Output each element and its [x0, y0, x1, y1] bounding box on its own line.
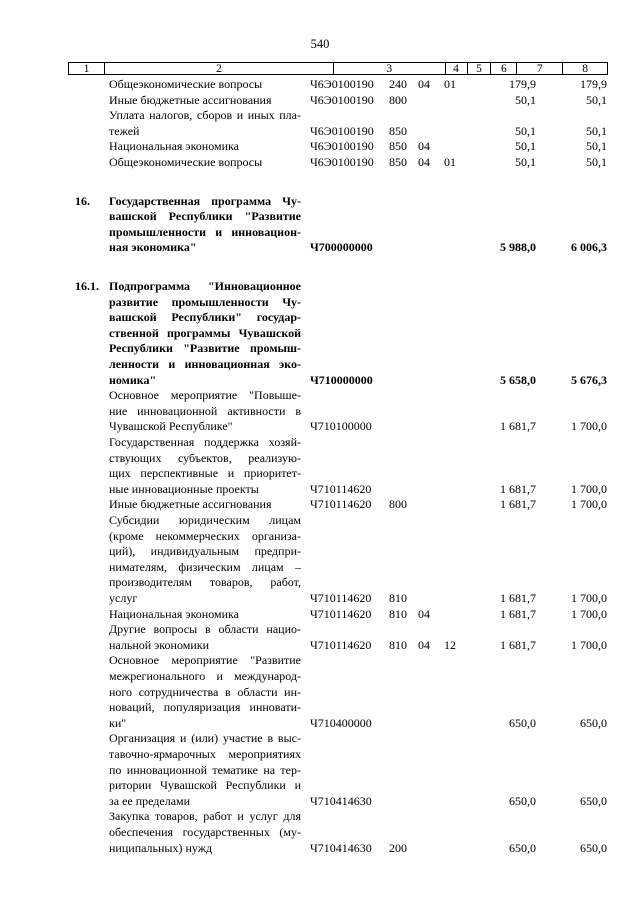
row-name-line: нальной экономики — [109, 637, 209, 652]
target-article-code: Ч710114620 — [310, 497, 372, 512]
amount-col-7: 1 681,7 — [500, 637, 536, 652]
row-name-line: ние инновационной активности в — [109, 403, 301, 418]
amount-col-7: 50,1 — [515, 139, 536, 154]
row-name — [109, 77, 301, 93]
row-name — [109, 497, 301, 513]
expense-type-code: 810 — [389, 591, 407, 605]
row-name — [109, 513, 301, 607]
header-col-5: 5 — [468, 63, 492, 74]
target-article-code: Ч710400000 — [310, 715, 372, 730]
target-article-code: Ч6Э0100190 — [310, 155, 374, 169]
row-name — [109, 731, 301, 809]
amount-col-8: 650,0 — [580, 840, 607, 855]
target-article-code: Ч700000000 — [310, 240, 373, 255]
row-name-line: по инновационной тематике на тер- — [109, 762, 301, 777]
table-row — [0, 731, 640, 809]
expense-type-code: 200 — [389, 840, 407, 855]
expense-type-code: 850 — [389, 155, 407, 169]
amount-col-7: 1 681,7 — [500, 481, 536, 496]
target-article-code: Ч710000000 — [310, 372, 373, 387]
row-name-line: щих перспективные и приоритет- — [109, 466, 301, 481]
amount-col-7: 1 681,7 — [500, 419, 536, 434]
row-name-line: ная экономика" — [109, 240, 197, 255]
expense-type-code: 800 — [389, 497, 407, 512]
table-row — [0, 809, 640, 856]
table-row — [0, 279, 640, 388]
row-name-line: Подпрограмма "Инновационное — [109, 279, 301, 293]
expense-type-code: 810 — [389, 606, 407, 621]
target-article-code: Ч710114620 — [310, 606, 372, 621]
target-article-code: Ч710414630 — [310, 793, 372, 808]
amount-col-8: 50,1 — [586, 123, 607, 138]
row-name-line: ные инновационные проекты — [109, 481, 259, 496]
header-col-8: 8 — [582, 63, 588, 75]
row-name — [109, 155, 301, 171]
amount-col-8: 50,1 — [586, 139, 607, 154]
amount-col-8: 1 700,0 — [571, 419, 607, 434]
amount-col-8: 50,1 — [586, 155, 607, 169]
row-name-line: обеспечения государственных (му- — [109, 824, 301, 839]
amount-col-7: 5 988,0 — [500, 240, 536, 255]
amount-col-8: 6 006,3 — [571, 240, 607, 255]
row-name-line: промышленности и инновацион- — [109, 224, 301, 239]
section-code: 04 — [418, 606, 430, 621]
amount-col-7: 5 658,0 — [500, 372, 536, 387]
row-name-line: производителям товаров, работ, — [109, 575, 301, 590]
expense-type-code: 800 — [389, 92, 407, 107]
target-article-code: Ч710114620 — [310, 481, 372, 496]
section-code: 04 — [418, 637, 430, 652]
header-col-1: 1 — [69, 63, 105, 74]
row-name-line: вашской Республики "Развитие — [109, 209, 301, 224]
row-name-line: за ее пределами — [109, 793, 191, 808]
row-name-line: Общеэкономические вопросы — [109, 155, 263, 169]
row-name-line: (кроме некоммерческих организа- — [109, 528, 301, 543]
table-row — [0, 622, 640, 653]
amount-col-7: 179,9 — [509, 77, 536, 91]
target-article-code: Ч6Э0100190 — [310, 77, 374, 91]
row-name — [109, 607, 301, 623]
amount-col-8: 650,0 — [580, 715, 607, 730]
amount-col-8: 1 700,0 — [571, 606, 607, 621]
row-name-line: Республики "Развитие промыш- — [109, 341, 301, 356]
row-name-line: Национальная экономика — [109, 139, 239, 154]
expense-type-code: 240 — [389, 77, 407, 91]
row-number: 16. — [75, 193, 90, 208]
row-name-line: тавочно-ярмарочных мероприятиях — [109, 746, 301, 761]
row-name-line: Основное мероприятие "Развитие — [109, 653, 301, 668]
row-name-line: межрегионального и международ- — [109, 668, 301, 683]
row-name-line: развитие промышленности Чу- — [109, 294, 301, 309]
amount-col-7: 50,1 — [515, 92, 536, 107]
row-name-line: тежей — [109, 123, 140, 138]
amount-col-7: 650,0 — [509, 840, 536, 855]
row-name-line: услуг — [109, 590, 138, 605]
amount-col-8: 1 700,0 — [571, 481, 607, 496]
section-code: 04 — [418, 155, 430, 169]
row-name — [109, 279, 301, 388]
amount-col-7: 50,1 — [515, 123, 536, 138]
row-name — [109, 653, 301, 731]
subsection-code: 01 — [444, 77, 456, 91]
amount-col-7: 650,0 — [509, 793, 536, 808]
target-article-code: Ч6Э0100190 — [310, 139, 374, 154]
table-row — [0, 93, 640, 109]
amount-col-7: 1 681,7 — [500, 606, 536, 621]
table-row — [0, 435, 640, 497]
section-code: 04 — [418, 77, 430, 91]
table-row — [0, 607, 640, 623]
amount-col-7: 50,1 — [515, 155, 536, 169]
row-name-line: Закупка товаров, работ и услуг для — [109, 809, 301, 824]
table-row — [0, 513, 640, 607]
table-row — [0, 108, 640, 139]
header-col-4: 4 — [446, 63, 468, 74]
row-name-line: Национальная экономика — [109, 606, 239, 621]
row-name-line: новаций, популяризация инновати- — [109, 700, 301, 715]
row-name-line: Иные бюджетные ассигнования — [109, 497, 272, 512]
amount-col-8: 1 700,0 — [571, 637, 607, 652]
amount-col-8: 50,1 — [586, 92, 607, 107]
row-name-line: номика" — [109, 372, 157, 387]
row-name-line: Субсидии юридическим лицам — [109, 513, 301, 527]
expense-type-code: 850 — [389, 123, 407, 138]
target-article-code: Ч6Э0100190 — [310, 92, 374, 107]
row-name — [109, 388, 301, 435]
row-name-line: Государственная поддержка хозяй- — [109, 435, 301, 449]
row-name-line: ствующих субъектов, реализую- — [109, 450, 301, 465]
row-name-line: Чувашской Республике" — [109, 419, 233, 434]
header-col-3: 3 — [334, 63, 446, 74]
table-row — [0, 194, 640, 256]
row-name-line: ки" — [109, 715, 127, 730]
table-row — [0, 388, 640, 435]
row-number: 16.1. — [75, 279, 99, 293]
row-name-line: ритории Чувашской Республики и — [109, 778, 301, 793]
row-name-line: Организация и (или) участие в выс- — [109, 731, 301, 746]
row-name-line: Основное мероприятие "Повыше- — [109, 388, 301, 403]
subsection-code: 01 — [444, 155, 456, 169]
row-name-line: Общеэкономические вопросы — [109, 77, 263, 91]
row-name — [109, 108, 301, 139]
row-name-line: ленности и инновационная эко- — [109, 356, 301, 371]
row-name-line: вашской Республики" государ- — [109, 310, 301, 325]
section-code: 04 — [418, 139, 430, 154]
table-row — [0, 139, 640, 155]
row-name-line: Государственная программа Чу- — [109, 193, 301, 208]
amount-col-8: 1 700,0 — [571, 497, 607, 512]
amount-col-8: 1 700,0 — [571, 591, 607, 605]
table-row — [0, 653, 640, 731]
subsection-code: 12 — [444, 637, 456, 652]
row-name — [109, 194, 301, 256]
row-name-line: Уплата налогов, сборов и иных пла- — [109, 108, 301, 123]
target-article-code: Ч710114620 — [310, 637, 372, 652]
page-number: 540 — [310, 37, 330, 51]
row-name — [109, 435, 301, 497]
header-col-6: 6 — [491, 63, 517, 74]
row-name-line: Другие вопросы в области нацио- — [109, 622, 301, 637]
amount-col-8: 650,0 — [580, 793, 607, 808]
amount-col-7: 1 681,7 — [500, 591, 536, 605]
table-header — [68, 62, 608, 75]
row-name — [109, 93, 301, 109]
header-col-7: 7 — [517, 63, 563, 74]
row-name-line: Иные бюджетные ассигнования — [109, 92, 272, 107]
amount-col-7: 1 681,7 — [500, 497, 536, 512]
target-article-code: Ч6Э0100190 — [310, 123, 374, 138]
amount-col-8: 5 676,3 — [571, 372, 607, 387]
table-row — [0, 497, 640, 513]
row-name-line: ного сотрудничества в области ин- — [109, 684, 301, 699]
row-name-line: ственной программы Чувашской — [109, 325, 301, 340]
amount-col-7: 650,0 — [509, 715, 536, 730]
target-article-code: Ч710114620 — [310, 591, 372, 605]
target-article-code: Ч710414630 — [310, 840, 372, 855]
target-article-code: Ч710100000 — [310, 419, 372, 434]
row-name-line: ций), индивидуальным предпри- — [109, 544, 301, 559]
row-name-line: нимателям, физическим лицам – — [109, 559, 301, 574]
amount-col-8: 179,9 — [580, 77, 607, 91]
header-col-2: 2 — [105, 63, 334, 74]
row-name-line: ниципальных) нужд — [109, 840, 213, 855]
row-name — [109, 809, 301, 856]
expense-type-code: 810 — [389, 637, 407, 652]
expense-type-code: 850 — [389, 139, 407, 154]
row-name — [109, 139, 301, 155]
table-row — [0, 77, 640, 93]
table-row — [0, 155, 640, 171]
row-name — [109, 622, 301, 653]
